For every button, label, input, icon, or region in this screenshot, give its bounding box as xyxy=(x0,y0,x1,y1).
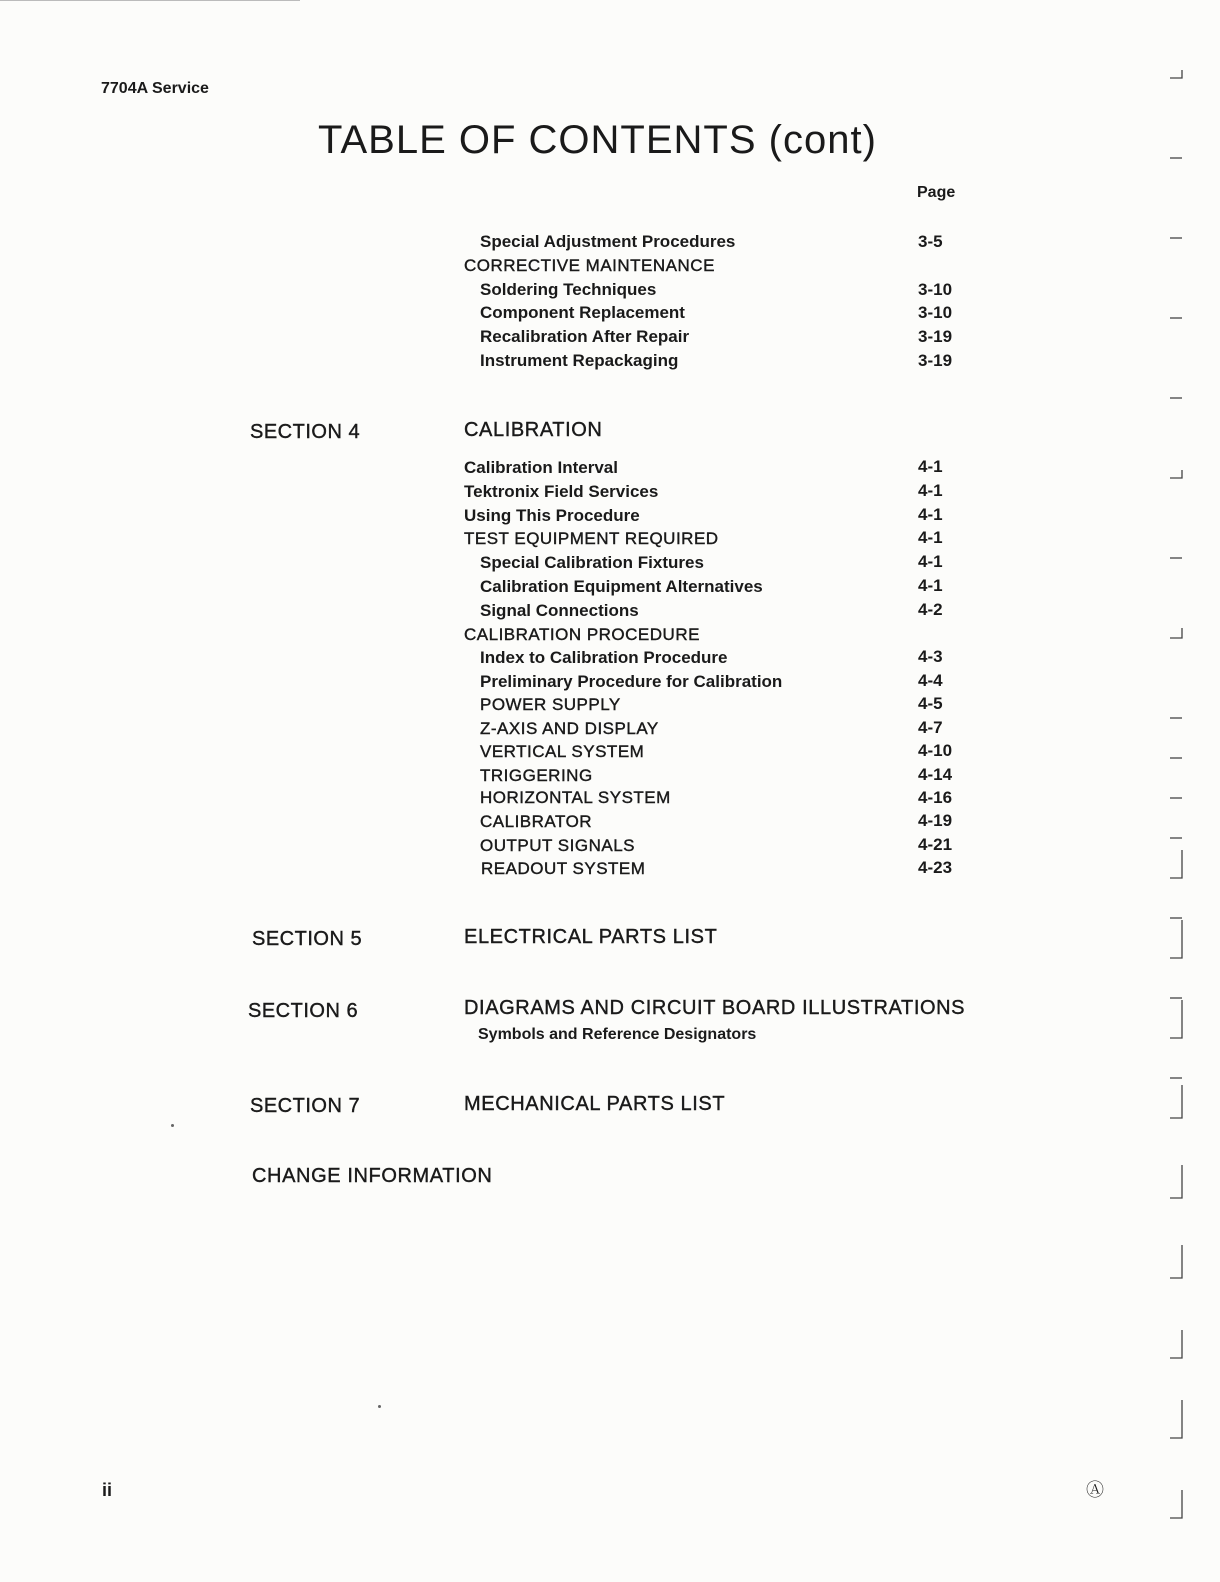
section6-label: SECTION 6 xyxy=(248,1000,359,1022)
toc-entry: Preliminary Procedure for Calibration xyxy=(480,672,783,691)
toc-page: 4-19 xyxy=(918,811,953,830)
section5-title: ELECTRICAL PARTS LIST xyxy=(464,926,718,948)
toc-page: 4-1 xyxy=(918,576,943,595)
toc-page: 4-16 xyxy=(918,788,953,807)
toc-entry: HORIZONTAL SYSTEM xyxy=(480,788,671,807)
toc-entry: Calibration Equipment Alternatives xyxy=(480,577,763,596)
section6-title: DIAGRAMS AND CIRCUIT BOARD ILLUSTRATIONS xyxy=(464,997,966,1019)
section4-title: CALIBRATION xyxy=(464,419,603,441)
running-header: 7704A Service xyxy=(101,80,209,97)
toc-page: 4-1 xyxy=(918,505,943,524)
toc-page: 4-2 xyxy=(918,600,943,619)
revision-mark: Ⓐ xyxy=(1086,1480,1104,1500)
print-speck xyxy=(171,1124,174,1127)
page-number: ii xyxy=(102,1480,113,1500)
toc-page: 3-10 xyxy=(918,303,953,322)
toc-page: 3-5 xyxy=(918,232,943,251)
change-information: CHANGE INFORMATION xyxy=(252,1165,493,1187)
toc-entry: OUTPUT SIGNALS xyxy=(480,836,635,855)
toc-entry: Instrument Repackaging xyxy=(480,351,679,370)
page-title: TABLE OF CONTENTS (cont) xyxy=(318,118,877,162)
toc-entry: CORRECTIVE MAINTENANCE xyxy=(464,256,715,275)
toc-entry: CALIBRATION PROCEDURE xyxy=(464,625,700,644)
toc-entry: Soldering Techniques xyxy=(480,280,657,299)
toc-entry: Special Adjustment Procedures xyxy=(480,232,736,251)
toc-entry: TRIGGERING xyxy=(480,766,593,785)
toc-page: 4-1 xyxy=(918,457,943,476)
toc-page: 4-1 xyxy=(918,552,943,571)
toc-entry: CALIBRATOR xyxy=(480,812,593,831)
toc-entry: POWER SUPPLY xyxy=(480,695,621,714)
toc-page: 4-21 xyxy=(918,835,953,854)
toc-page: 3-19 xyxy=(918,351,953,370)
toc-page: 3-10 xyxy=(918,280,953,299)
section6-subtitle: Symbols and Reference Designators xyxy=(478,1026,757,1043)
toc-entry: Using This Procedure xyxy=(464,506,640,525)
toc-page: 4-14 xyxy=(918,765,953,784)
toc-page: 4-10 xyxy=(918,741,953,760)
toc-entry: TEST EQUIPMENT REQUIRED xyxy=(464,529,719,548)
page-column-label: Page xyxy=(917,184,956,201)
toc-entry: Index to Calibration Procedure xyxy=(480,648,728,667)
toc-page: 4-7 xyxy=(918,718,943,737)
toc-page: 4-3 xyxy=(918,647,943,666)
section7-label: SECTION 7 xyxy=(250,1095,361,1117)
toc-entry: Signal Connections xyxy=(480,601,639,620)
print-speck xyxy=(378,1405,381,1408)
toc-entry: Tektronix Field Services xyxy=(464,482,659,501)
toc-entry: Component Replacement xyxy=(480,303,685,322)
binder-edge-marks xyxy=(1160,40,1200,1540)
section7-title: MECHANICAL PARTS LIST xyxy=(464,1093,726,1115)
toc-page: 3-19 xyxy=(918,327,953,346)
toc-page: 4-1 xyxy=(918,528,943,547)
section4-label: SECTION 4 xyxy=(250,421,361,443)
toc-page: 4-5 xyxy=(918,694,943,713)
top-rule xyxy=(0,0,300,1)
toc-entry: VERTICAL SYSTEM xyxy=(480,742,645,761)
toc-page: 4-23 xyxy=(918,858,953,877)
toc-entry: Calibration Interval xyxy=(464,458,618,477)
toc-entry: Z-AXIS AND DISPLAY xyxy=(480,719,659,738)
toc-entry: Recalibration After Repair xyxy=(480,327,690,346)
toc-page: 4-1 xyxy=(918,481,943,500)
toc-page: 4-4 xyxy=(918,671,943,690)
toc-entry: Special Calibration Fixtures xyxy=(480,553,704,572)
toc-entry: READOUT SYSTEM xyxy=(481,859,646,878)
section5-label: SECTION 5 xyxy=(252,928,363,950)
